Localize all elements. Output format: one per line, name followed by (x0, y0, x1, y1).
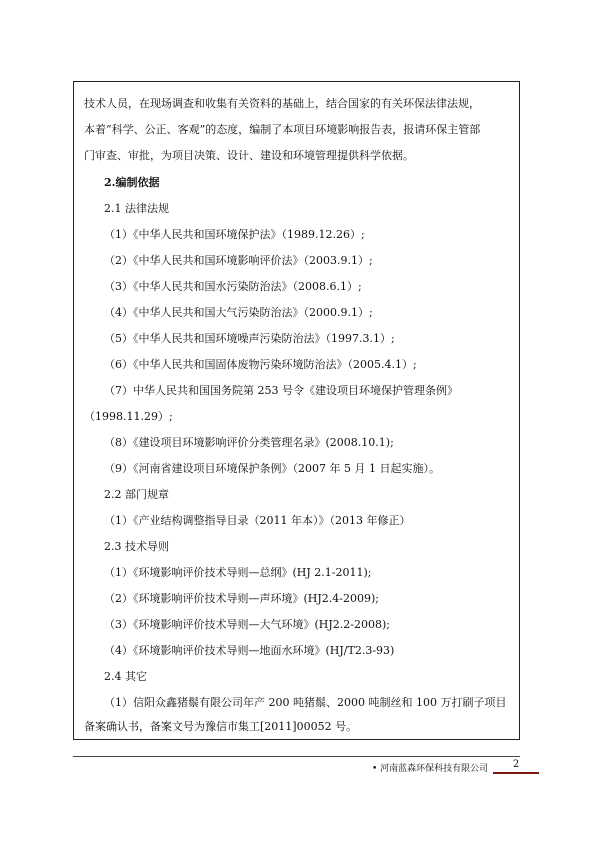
regulation-item-1: （1）《产业结构调整指导目录（2011 年本）》（2013 年修正） (104, 514, 411, 527)
law-item-5: （5）《中华人民共和国环境噪声污染防治法》（1997.3.1）; (104, 332, 395, 345)
guideline-item-3: （3）《环境影响评价技术导则—大气环境》(HJ2.2-2008); (104, 618, 390, 631)
other-item-1: （1）信阳众鑫猪鬃有限公司年产 200 吨猪鬃、2000 吨制丝和 100 万打刷子项目 (104, 696, 507, 709)
section-2-1-title: 2.1 法律法规 (104, 202, 169, 215)
guideline-item-4: （4）《环境影响评价技术导则—地面水环境》(HJ/T2.3-93) (104, 644, 395, 657)
law-item-3: （3）《中华人民共和国水污染防治法》（2008.6.1）; (104, 280, 362, 293)
footer-divider (73, 756, 520, 757)
law-item-7: （7）中华人民共和国国务院第 253 号令《建设项目环境保护管理条例》 (104, 384, 458, 397)
law-item-9: （9）《河南省建设项目环境保护条例》（2007 年 5 月 1 日起实施）。 (104, 462, 440, 475)
law-item-2: （2）《中华人民共和国环境影响评价法》（2003.9.1）; (104, 254, 373, 267)
law-item-8: （8）《建设项目环境影响评价分类管理名录》(2008.10.1); (104, 436, 394, 449)
section-2-2-title: 2.2 部门规章 (104, 488, 169, 501)
law-item-1: （1）《中华人民共和国环境保护法》（1989.12.26）; (104, 228, 365, 241)
intro-line-3: 门审查、审批，为项目决策、设计、建设和环境管理提供科学依据。 (84, 149, 414, 162)
guideline-item-2: （2）《环境影响评价技术导则—声环境》(HJ2.4-2009); (104, 592, 379, 605)
law-item-7-continued: （1998.11.29）; (84, 410, 173, 423)
section-2-3-title: 2.3 技术导则 (104, 540, 169, 553)
page-number: 2 (493, 758, 539, 774)
law-item-6: （6）《中华人民共和国固体废物污染环境防治法》（2005.4.1）; (104, 358, 417, 371)
other-item-1-continued: 备案确认书，备案文号为豫信市集工[2011]00052 号。 (84, 720, 358, 733)
intro-line-1: 技术人员，在现场调查和收集有关资料的基础上，结合国家的有关环保法律法规， (84, 97, 480, 110)
page-frame (73, 81, 520, 740)
guideline-item-1: （1）《环境影响评价技术导则—总纲》(HJ 2.1-2011); (104, 566, 372, 579)
footer-company: • 河南蓝森环保科技有限公司 (372, 764, 489, 774)
law-item-4: （4）《中华人民共和国大气污染防治法》（2000.9.1）; (104, 306, 373, 319)
section-2-title: 2.编制依据 (104, 176, 160, 189)
intro-line-2: 本着“科学、公正、客观”的态度，编制了本项目环境影响报告表，报请环保主管部 (84, 123, 481, 136)
section-2-4-title: 2.4 其它 (104, 670, 147, 683)
